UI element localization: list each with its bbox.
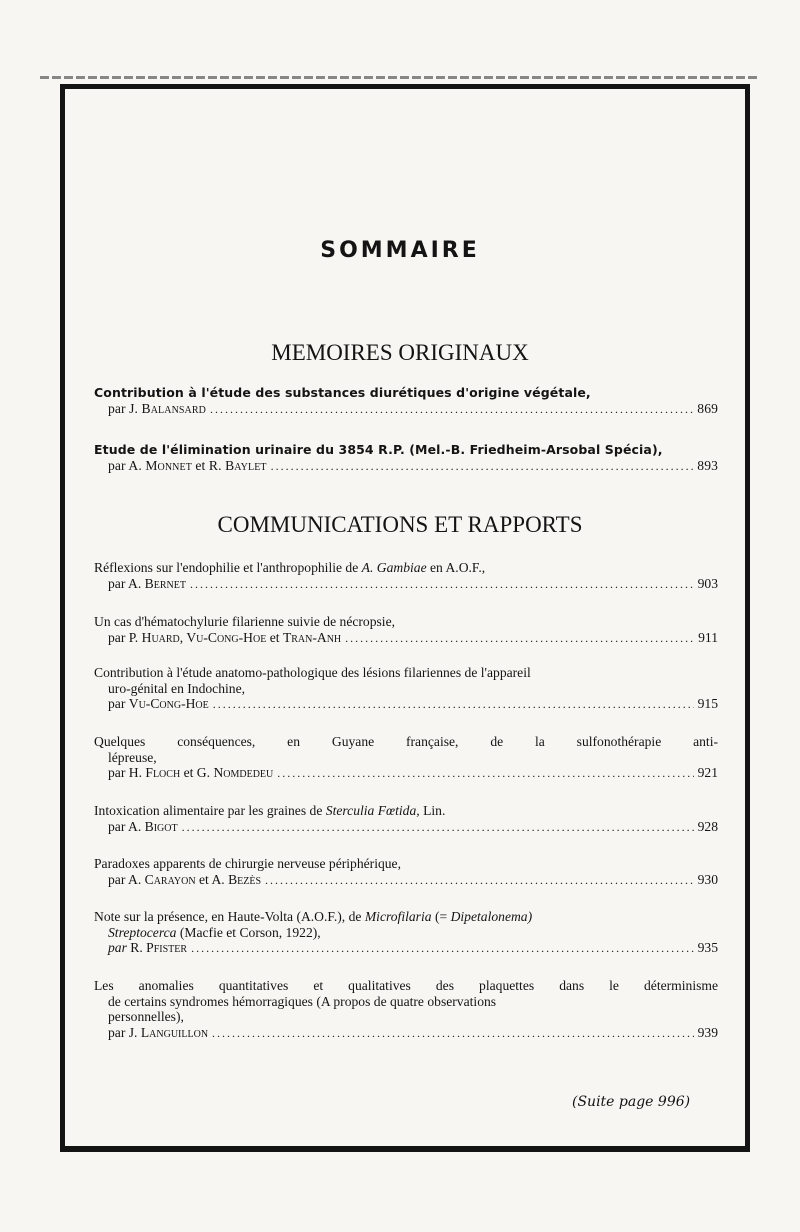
entry-byline: par P. Huard, Vu-Cong-Hoe et Tran-Anh ..... 911	[94, 630, 718, 647]
entry-page: 921	[697, 765, 718, 780]
entry-title: Un cas d'hématochylurie filarienne suivie de nécropsie,	[94, 614, 396, 629]
entry-author: Carayon	[144, 871, 196, 887]
entry-byline: par R. Pfister ..... 935	[94, 940, 718, 957]
entry-title: Note sur la présence, en Haute-Volta (A.O.F.), de Microfilaria (= Dipetalonema)	[94, 909, 533, 924]
entry-title: Quelques conséquences, en Guyane française, de la sulfonothérapie anti-	[94, 734, 718, 749]
leader-dots	[210, 402, 693, 418]
toc-entry	[94, 560, 718, 592]
entry-title: Réflexions sur l'endophilie et l'anthropophilie de A. Gambiae en A.O.F.,	[94, 560, 486, 575]
entry-author-2: Tran-Anh	[282, 629, 342, 645]
entry-byline: par A. Monnet et R. Baylet ..... 893	[94, 458, 718, 475]
entry-title-continued: de certains syndromes hémorragiques (A propos de quatre observations	[108, 993, 497, 1009]
leader-dots	[212, 1026, 694, 1042]
entry-author-2: Baylet	[225, 457, 267, 473]
continuation-note: (Suite page 996)	[572, 1094, 691, 1110]
toc-entry	[94, 856, 718, 888]
section-heading-memoires: MEMOIRES ORIGINAUX	[271, 340, 529, 365]
toc-entry	[94, 614, 718, 646]
entry-title: Contribution à l'étude des substances diurétiques d'origine végétale,	[94, 385, 591, 400]
leader-dots	[277, 766, 693, 782]
leader-dots	[190, 577, 694, 593]
leader-dots	[191, 941, 694, 957]
entry-page: 935	[697, 940, 718, 955]
entry-page: 915	[697, 696, 718, 711]
leader-dots	[345, 631, 694, 647]
entry-author: Bernet	[144, 575, 186, 591]
toc-entry	[94, 978, 718, 1041]
entry-author: Balansard	[141, 400, 206, 416]
entry-title-continued: uro-génital en Indochine,	[108, 680, 246, 696]
entry-title: Contribution à l'étude anatomo-pathologique des lésions filariennes de l'appareil	[94, 665, 531, 680]
page-title: SOMMAIRE	[320, 238, 480, 263]
entry-title-continued: Streptocerca (Macfie et Corson, 1922),	[108, 924, 321, 940]
entry-author: Monnet	[145, 457, 192, 473]
entry-title: Les anomalies quantitatives et qualitatives des plaquettes dans le déterminisme	[94, 978, 718, 993]
toc-entry	[94, 803, 718, 835]
toc-entry	[94, 734, 718, 782]
entry-title: Etude de l'élimination urinaire du 3854 R.P. (Mel.-B. Friedheim-Arsobal Spécia),	[94, 442, 663, 457]
toc-entry	[94, 385, 718, 417]
entry-author: Languillon	[140, 1024, 209, 1040]
entry-author: Huard, Vu-Cong-Hoe	[141, 629, 267, 645]
top-rule	[40, 76, 760, 79]
leader-dots	[182, 820, 694, 836]
entry-page: 939	[697, 1024, 718, 1040]
entry-title: Paradoxes apparents de chirurgie nerveuse périphérique,	[94, 856, 401, 871]
bottom-rule	[60, 1146, 750, 1149]
entry-title-continued: lépreuse,	[108, 749, 157, 765]
entry-byline: par A. Bernet ..... 903	[94, 576, 718, 593]
leader-dots	[213, 697, 694, 713]
entry-page: 869	[697, 400, 718, 416]
entry-byline: par H. Floch et G. Nomdedeu ..... 921	[94, 765, 718, 782]
leader-dots	[271, 459, 694, 475]
toc-entry	[94, 909, 718, 957]
entry-byline: par A. Bigot ..... 928	[94, 819, 718, 836]
entry-author: Vu-Cong-Hoe	[128, 696, 209, 711]
entry-byline: par A. Carayon et A. Bezès ..... 930	[94, 872, 718, 889]
entry-byline: par J. Balansard ..... 869	[94, 401, 718, 418]
entry-page: 903	[697, 575, 718, 591]
section-heading-communications: COMMUNICATIONS ET RAPPORTS	[217, 512, 583, 537]
entry-author: Bigot	[144, 818, 178, 834]
entry-title: Intoxication alimentaire par les graines de Sterculia Fœtida, Lin.	[94, 803, 446, 818]
entry-author-2: Bezès	[228, 871, 262, 887]
entry-author: Pfister	[146, 940, 188, 955]
leader-dots	[265, 873, 694, 889]
entry-page: 911	[698, 629, 718, 645]
entry-author-2: Nomdedeu	[213, 765, 274, 780]
toc-entry	[94, 442, 718, 474]
entry-byline: par J. Languillon ..... 939	[94, 1025, 718, 1042]
entry-page: 930	[697, 871, 718, 887]
entry-title-continued: personnelles),	[108, 1009, 184, 1024]
entry-page: 893	[697, 457, 718, 473]
entry-author: Floch	[145, 765, 181, 780]
entry-byline: par Vu-Cong-Hoe ..... 915	[94, 696, 718, 713]
toc-entry	[94, 665, 718, 713]
entry-page: 928	[697, 818, 718, 834]
